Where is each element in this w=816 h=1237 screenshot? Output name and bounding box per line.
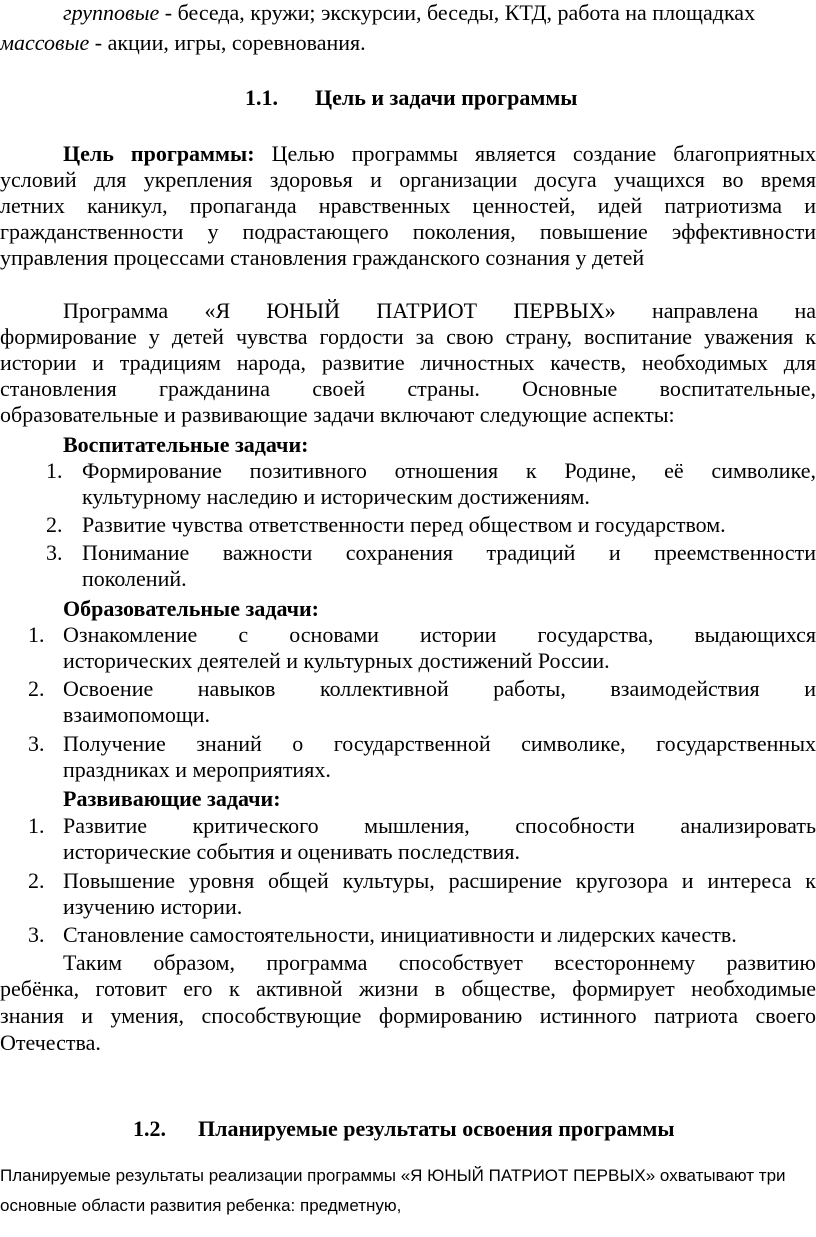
- educational-item-3-line-2: поколений.: [82, 566, 187, 591]
- learning-item-2-line-2: взаимопомощи.: [63, 702, 211, 727]
- program-line-1: Программа «Я ЮНЫЙ ПАТРИОТ ПЕРВЫХ» направлена на: [63, 298, 816, 323]
- results-line-2: основные области развития ребенка: предметную,: [0, 1196, 402, 1215]
- educational-item-1-line-1: Формирование позитивного отношения к Родине, её символике,: [82, 458, 816, 483]
- learning-item-1-line-1: Ознакомление с основами истории государства, выдающихся: [63, 622, 816, 647]
- learning-tasks-heading: Образовательные задачи:: [63, 596, 319, 621]
- learning-item-3-line-2: праздниках и мероприятиях.: [63, 757, 331, 782]
- program-line-2: формирование у детей чувства гордости за свою страну, воспитание уважения к: [0, 324, 816, 349]
- mass-label: массовые: [0, 30, 90, 55]
- goal-line-2: условий для укрепления здоровья и организации досуга учащихся во время: [0, 167, 816, 192]
- developing-item-2-line-1: Повышение уровня общей культуры, расширение кругозора и интереса к: [63, 868, 816, 893]
- conclusion-line-4: Отечества.: [0, 1030, 101, 1055]
- program-line-4: становления гражданина своей страны. Основные воспитательные,: [0, 376, 816, 401]
- educational-item-2-line-1: Развитие чувства ответственности перед обществом и государством.: [82, 512, 726, 537]
- conclusion-line-2: ребёнка, готовит его к активной жизни в обществе, формирует необходимые: [0, 976, 816, 1001]
- goal-line-4: гражданственности у подрастающего поколения, повышение эффективности: [0, 219, 816, 244]
- developing-item-1-number: 1.: [28, 813, 45, 838]
- learning-item-2-line-1: Освоение навыков коллективной работы, взаимодействия и: [63, 676, 816, 701]
- developing-tasks-heading: Развивающие задачи:: [63, 786, 281, 811]
- developing-item-1-line-2: исторические события и оценивать последствия.: [63, 839, 520, 864]
- educational-item-2-number: 2.: [46, 512, 63, 537]
- program-line-5: образовательные и развивающие задачи включают следующие аспекты:: [0, 402, 675, 427]
- goal-line-5: управления процессами становления гражданского сознания у детей: [0, 245, 645, 270]
- intro-group-line: [63, 0, 816, 26]
- program-line-3: истории и традициям народа, развитие личностных качеств, необходимых для: [0, 350, 816, 375]
- developing-item-3-number: 3.: [28, 922, 45, 947]
- educational-item-1-number: 1.: [46, 458, 63, 483]
- learning-item-3-number: 3.: [28, 731, 45, 756]
- educational-item-3-number: 3.: [46, 540, 63, 565]
- learning-item-2-number: 2.: [28, 676, 45, 701]
- conclusion-line-1: Таким образом, программа способствует всестороннему развитию: [63, 950, 816, 975]
- group-label: групповые: [63, 0, 160, 25]
- section-title: Цель и задачи программы: [315, 85, 578, 110]
- goal-text: Целью программы является создание благоприятных: [254, 141, 816, 166]
- intro-mass-line: [0, 30, 816, 56]
- educational-item-3-line-1: Понимание важности сохранения традиций и преемственности: [82, 540, 816, 565]
- educational-tasks-heading: Воспитательные задачи:: [63, 432, 309, 457]
- developing-item-3-line-1: Становление самостоятельности, инициативности и лидерских качеств.: [63, 922, 737, 947]
- results-line-1: Планируемые результаты реализации программы «Я ЮНЫЙ ПАТРИОТ ПЕРВЫХ» охватывают три: [0, 1166, 786, 1185]
- goal-line-1: [63, 141, 816, 167]
- learning-item-1-line-2: исторических деятелей и культурных достижений России.: [63, 648, 610, 673]
- learning-item-3-line-1: Получение знаний о государственной символике, государственных: [63, 731, 816, 756]
- developing-item-1-line-1: Развитие критического мышления, способности анализировать: [63, 813, 816, 838]
- section-title: Планируемые результаты освоения программы: [198, 1116, 675, 1141]
- developing-item-2-number: 2.: [28, 868, 45, 893]
- educational-item-1-line-2: культурному наследию и историческим достижениям.: [82, 484, 590, 509]
- section-number: 1.1.: [245, 85, 278, 110]
- section-number: 1.2.: [133, 1116, 166, 1141]
- goal-label: Цель программы:: [63, 141, 255, 166]
- group-text: - беседа, кружи; экскурсии, беседы, КТД, работа на площадках: [159, 0, 756, 25]
- conclusion-line-3: знания и умения, способствующие формированию истинного патриота своего: [0, 1003, 816, 1028]
- developing-item-2-line-2: изучению истории.: [63, 894, 243, 919]
- learning-item-1-number: 1.: [28, 622, 45, 647]
- mass-text: - акции, игры, соревнования.: [89, 30, 366, 55]
- goal-line-3: летних каникул, пропаганда нравственных ценностей, идей патриотизма и: [0, 193, 816, 218]
